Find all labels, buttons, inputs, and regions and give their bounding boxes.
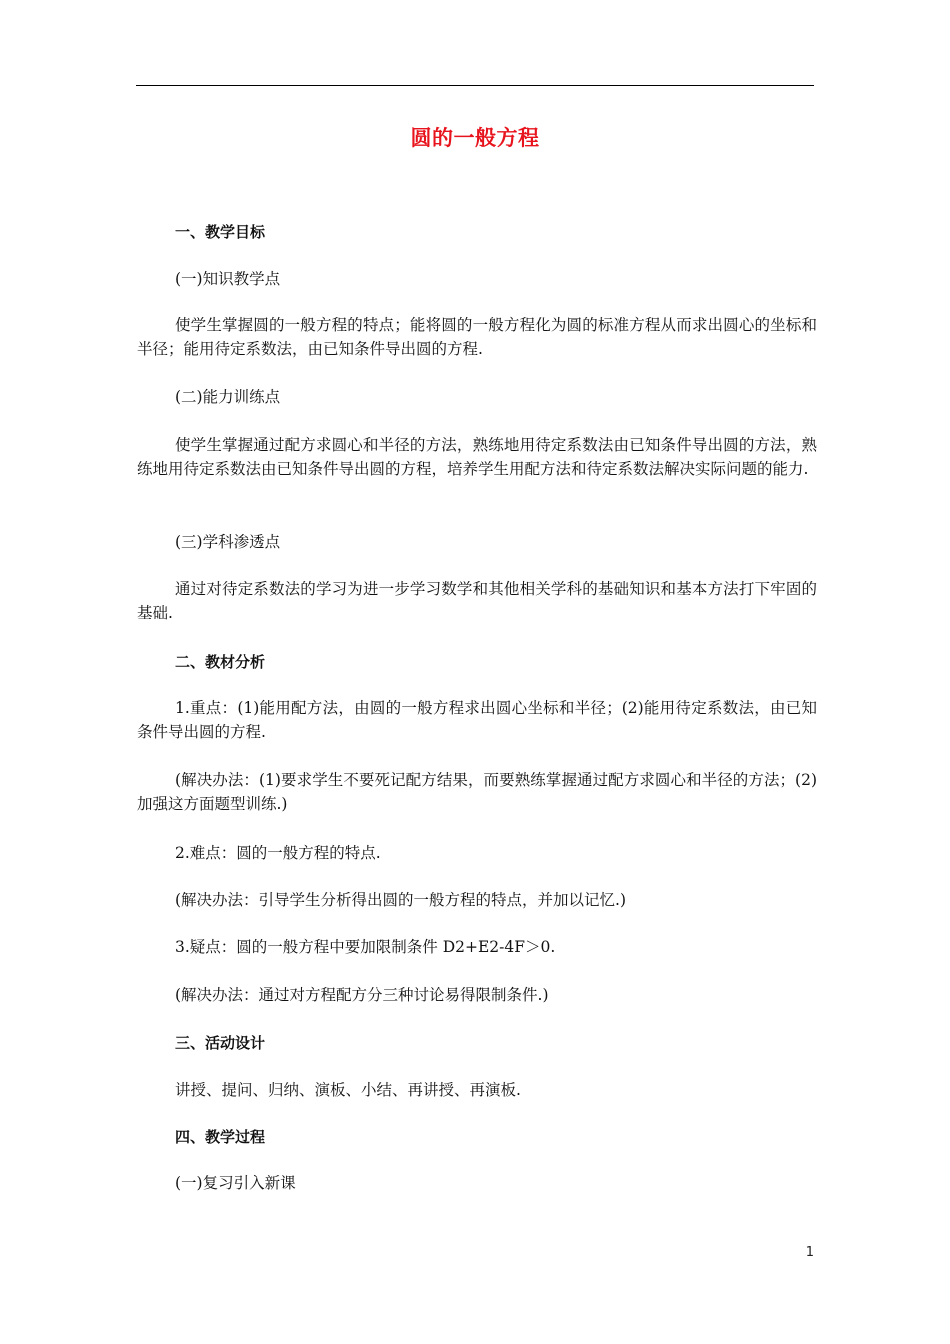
subheading-subject-penetration: (三)学科渗透点 bbox=[175, 533, 281, 551]
section-heading-material-analysis: 二、教材分析 bbox=[175, 653, 266, 671]
section-heading-teaching-process: 四、教学过程 bbox=[175, 1128, 266, 1146]
subheading-review-introduce: (一)复习引入新课 bbox=[175, 1174, 296, 1192]
paragraph-key-points-solution: (解决办法：(1)要求学生不要死记配方结果，而要熟练掌握通过配方求圆心和半径的方法；(2)加强这方面题型训练.) bbox=[137, 771, 817, 813]
subheading-ability-training: (二)能力训练点 bbox=[175, 388, 281, 406]
page-number: 1 bbox=[805, 1245, 814, 1260]
paragraph-difficult-points: 2.难点：圆的一般方程的特点. bbox=[175, 844, 381, 862]
page-title: 圆的一般方程 bbox=[410, 126, 540, 150]
paragraph-difficult-points-solution: (解决办法：引导学生分析得出圆的一般方程的特点，并加以记忆.) bbox=[175, 891, 627, 909]
section-heading-teaching-goals: 一、教学目标 bbox=[175, 223, 266, 241]
paragraph-ability-training: 使学生掌握通过配方求圆心和半径的方法，熟练地用待定系数法由已知条件导出圆的方法，熟练地用待定系数法由已知条件导出圆的方程，培养学生用配方法和待定系数法解决实际问题的能力. bbox=[137, 436, 817, 478]
paragraph-subject-penetration: 通过对待定系数法的学习为进一步学习数学和其他相关学科的基础知识和基本方法打下牢固的基础. bbox=[137, 580, 817, 622]
header-rule bbox=[136, 85, 814, 86]
section-heading-activity-design: 三、活动设计 bbox=[175, 1034, 266, 1052]
subheading-knowledge-points: (一)知识教学点 bbox=[175, 270, 281, 288]
paragraph-activity-design: 讲授、提问、归纳、演板、小结、再讲授、再演板. bbox=[175, 1081, 521, 1099]
paragraph-doubt-points-solution: (解决办法：通过对方程配方分三种讨论易得限制条件.) bbox=[175, 986, 549, 1004]
paragraph-key-points: 1.重点：(1)能用配方法，由圆的一般方程求出圆心坐标和半径；(2)能用待定系数法，由已知条件导出圆的方程. bbox=[137, 699, 817, 741]
paragraph-knowledge-points: 使学生掌握圆的一般方程的特点；能将圆的一般方程化为圆的标准方程从而求出圆心的坐标和半径；能用待定系数法，由已知条件导出圆的方程. bbox=[137, 316, 817, 358]
paragraph-doubt-points: 3.疑点：圆的一般方程中要加限制条件 D2+E2-4F＞0. bbox=[175, 938, 556, 956]
